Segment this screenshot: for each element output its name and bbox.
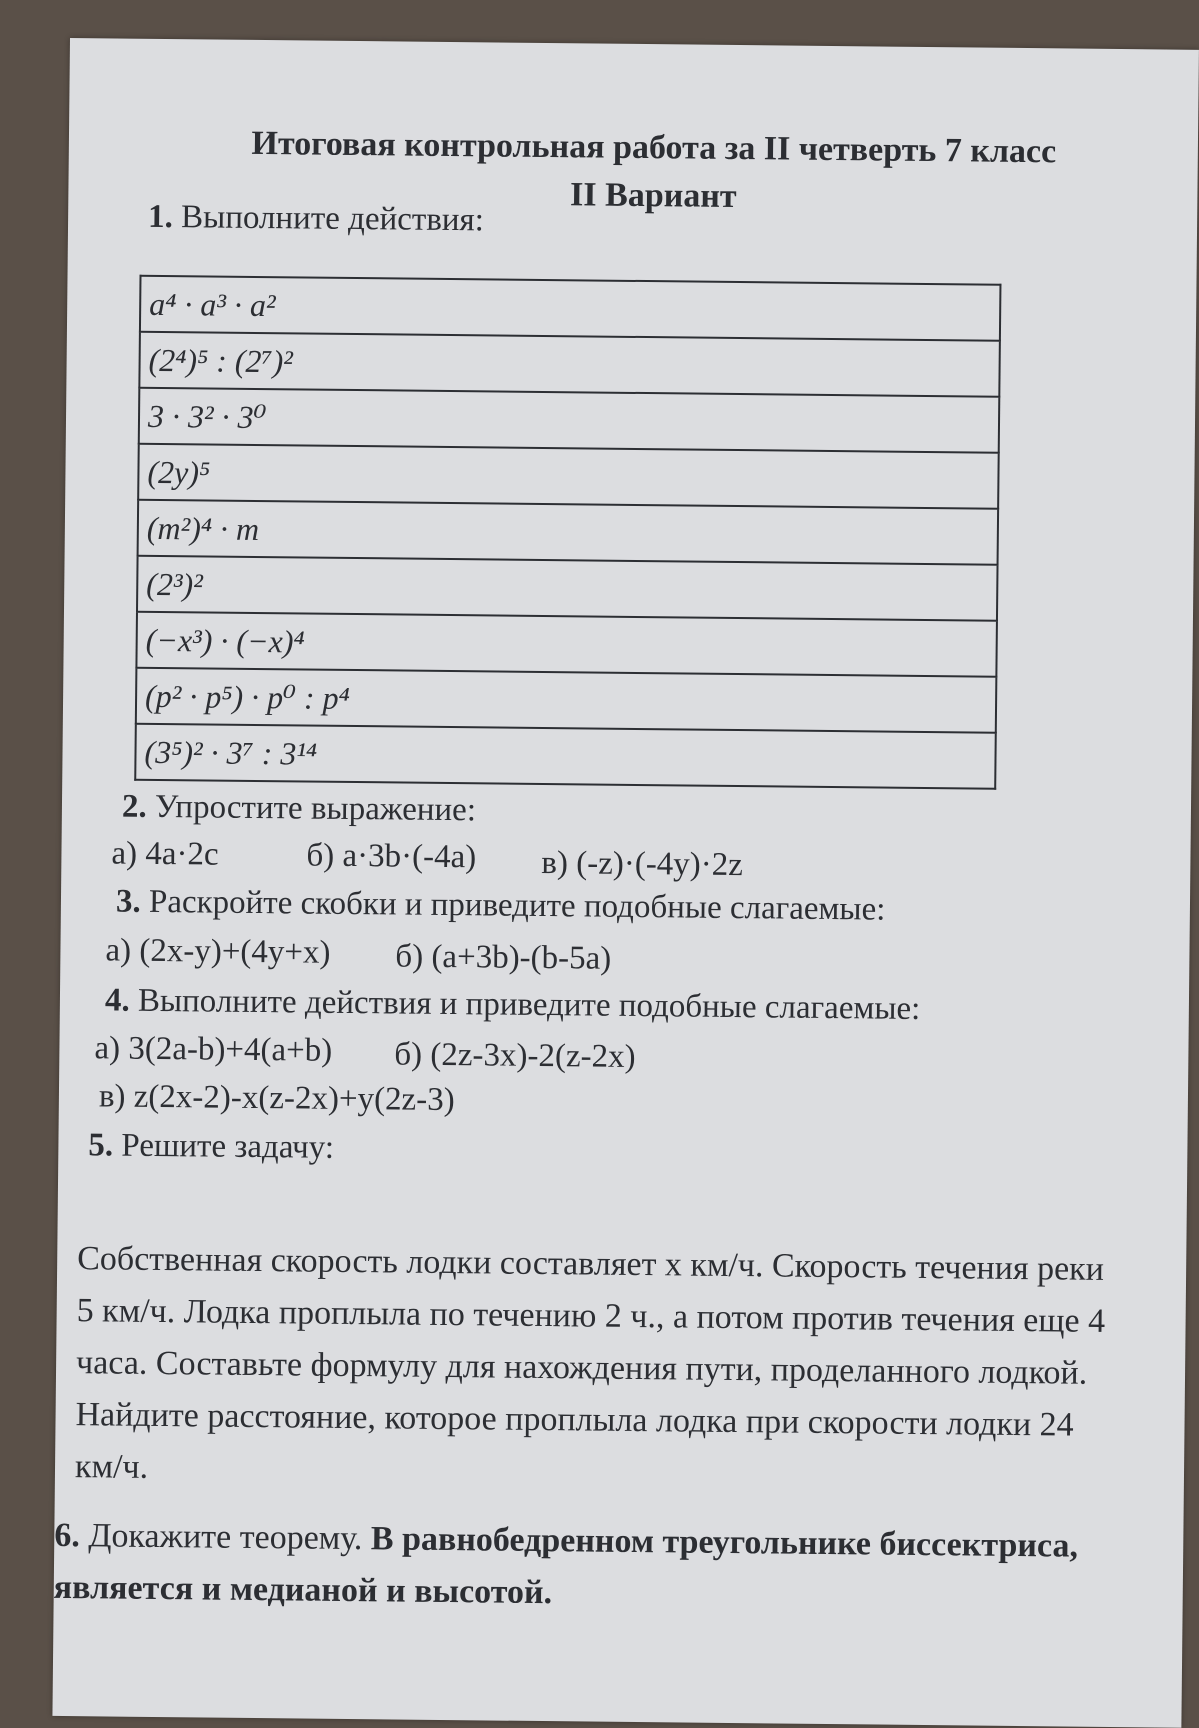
- question-3-number: 3.: [115, 883, 141, 920]
- question-3-item-a: а) (2x-y)+(4y+x): [105, 932, 331, 971]
- title-line-2: II Вариант: [569, 176, 737, 215]
- expression-cell: (2³)²: [137, 556, 998, 621]
- question-2-number: 2.: [121, 788, 147, 825]
- question-4-item-b: б) (2z-3x)-2(z-2x): [394, 1036, 636, 1075]
- question-2: [122, 787, 476, 831]
- question-1-text: Выполните действия:: [180, 199, 485, 239]
- question-5-number: 5.: [88, 1127, 114, 1164]
- question-2-text: Упростите выражение:: [154, 788, 477, 829]
- table-row: [135, 724, 996, 789]
- question-4: [105, 980, 921, 1029]
- question-4-text: Выполните действия и приведите подобные слагаемые:: [137, 982, 921, 1027]
- table-row: [139, 332, 1000, 397]
- question-6-number: 6.: [54, 1516, 81, 1555]
- expression-cell: (2y)⁵: [138, 444, 999, 509]
- question-6-theorem: В равнобедренном треугольнике биссектриса, является и медианой и высотой.: [53, 1520, 1079, 1612]
- question-4-item-a: а) 3(2a-b)+4(a+b): [94, 1030, 333, 1069]
- expression-cell: (p² · p⁵) · p⁰ : p⁴: [136, 668, 997, 733]
- table-row: [137, 556, 998, 621]
- question-5-problem: Собственная скорость лодки составляет x км/ч. Скорость течения реки 5 км/ч. Лодка проплыла по течению 2 ч., а потом против течения еще 4 часа. Составьте формулу для нахождения пути, проделанного лодкой. Найдите расстояние, которое проплыла лодка при скорости лодки 24 км/ч.: [74, 1240, 1106, 1486]
- table-row: [136, 668, 997, 733]
- question-5: [88, 1125, 334, 1168]
- expression-cell: (−x³) · (−x)⁴: [136, 612, 997, 677]
- question-3-text: Раскройте скобки и приведите подобные слагаемые:: [148, 883, 886, 928]
- question-5-text: Решите задачу:: [121, 1127, 335, 1166]
- expression-cell: (m²)⁴ · m: [138, 500, 999, 565]
- question-2-item-a: а) 4a·2c: [111, 835, 219, 873]
- question-1: [148, 197, 484, 241]
- table-row: [136, 612, 997, 677]
- title-line-1: Итоговая контрольная работа за II четверть 7 класс: [251, 124, 1057, 171]
- question-3: [116, 882, 886, 930]
- question-6: [53, 1510, 1114, 1625]
- expression-cell: (2⁴)⁵ : (2⁷)²: [139, 332, 1000, 397]
- question-6-text: Докажите теорему.: [88, 1517, 363, 1558]
- question-3-item-b: б) (a+3b)-(b-5a): [395, 938, 612, 977]
- expression-cell: (3⁵)² · 3⁷ : 3¹⁴: [135, 724, 996, 789]
- table-row: [138, 500, 999, 565]
- table-row: [140, 276, 1001, 341]
- question-2-item-c: в) (-z)·(-4y)·2z: [541, 844, 744, 884]
- expression-cell: a⁴ · a³ · a²: [140, 276, 1001, 341]
- question-4-item-c: в) z(2x-2)-x(z-2x)+y(2z-3): [98, 1078, 455, 1119]
- question-1-number: 1.: [147, 198, 174, 236]
- expression-cell: 3 · 3² · 3⁰: [139, 388, 1000, 453]
- question-4-number: 4.: [104, 982, 130, 1019]
- question-2-item-b: б) a·3b·(-4a): [306, 837, 477, 876]
- worksheet-paper: [52, 38, 1199, 1728]
- expressions-table: [134, 275, 1001, 790]
- table-row: [138, 444, 999, 509]
- table-row: [139, 388, 1000, 453]
